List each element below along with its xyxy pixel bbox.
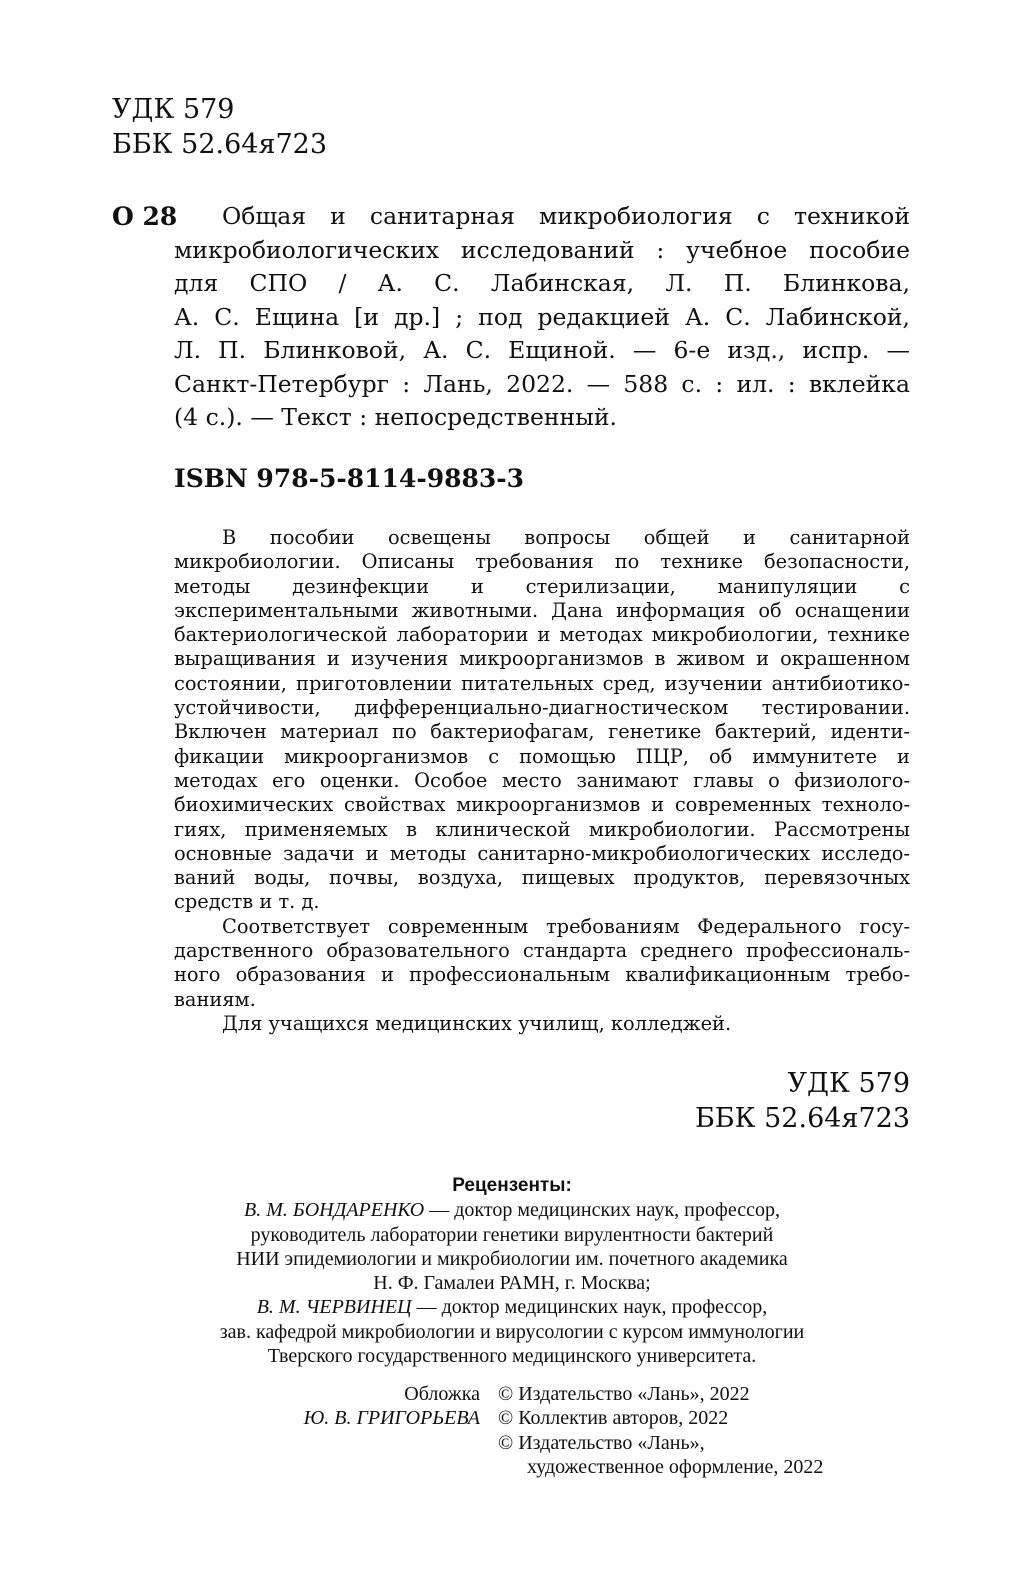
udk-code: УДК 579 — [787, 1068, 910, 1099]
reviewer-2 — [112, 1295, 912, 1319]
reviewer-1-line: НИИ эпидемиологии и микробиологии им. почетного академика — [236, 1247, 788, 1270]
annotation-line: выращивания и изучения микроорганизмов в живом и окрашенном — [174, 647, 910, 671]
copyright-block — [498, 1382, 823, 1479]
reviewer-1-line: руководитель лаборатории генетики вирулентности бактерий — [250, 1223, 774, 1246]
reviewers-heading: Рецензенты: — [452, 1175, 572, 1196]
annotation-line: микробиологии. Описаны требования по технике безопасности, — [174, 550, 910, 574]
annotation-line: методах его оценки. Особое место занимают главы о физиолого- — [174, 768, 910, 792]
entry-line: для СПО / А. С. Лабинская, Л. П. Блинкова, — [174, 269, 910, 297]
reviewer-title: — доктор медицинских наук, профессор, — [424, 1199, 780, 1222]
bbk-code: ББК 52.64я723 — [694, 1103, 910, 1134]
reviewers-block — [112, 1174, 912, 1368]
annotation-line: состоянии, приготовлении питательных сред, изучении антибиотико- — [174, 671, 910, 695]
annotation-line: основные задачи и методы санитарно-микробиологических исследо- — [174, 841, 910, 865]
cover-credit — [304, 1382, 480, 1431]
classification-bottom — [695, 1066, 910, 1136]
annotation-line: ваниям. — [174, 987, 256, 1011]
udk-code: УДК 579 — [112, 94, 235, 125]
entry-line: Санкт-Петербург : Лань, 2022. — 588 с. : ил. : вклейка — [174, 369, 910, 398]
annotation-line: бактериологической лаборатории и методах микробиологии, технике — [174, 623, 910, 647]
reviewer-1 — [112, 1198, 912, 1222]
annotation-line: фикации микроорганизмов с помощью ПЦР, об иммунитете и — [174, 744, 910, 768]
annotation-line: экспериментальными животными. Дана информация об оснащении — [174, 598, 910, 622]
cover-label: Обложка — [404, 1383, 480, 1405]
annotation-line: Включен материал по бактериофагам, генетике бактерий, иденти- — [174, 720, 910, 744]
entry-line: Общая и санитарная микробиология с техникой — [222, 202, 910, 230]
annotation-line: биохимических свойствах микроорганизмов и современных техноло- — [174, 793, 910, 817]
copyright-line: художественное оформление, 2022 — [527, 1455, 824, 1478]
annotation-line: средств и т. д. — [174, 890, 320, 914]
entry-line: (4 с.). — Текст : непосредственный. — [174, 403, 618, 431]
reviewer-name: В. М. ЧЕРВИНЕЦ — [256, 1296, 412, 1319]
copyright-line: © Издательство «Лань», — [498, 1431, 705, 1454]
entry-line: микробиологических исследований : учебное пособие — [174, 235, 910, 264]
annotation-line: гиях, применяемых в клинической микробиологии. Рассмотрены — [174, 817, 910, 841]
cover-artist: Ю. В. ГРИГОРЬЕВА — [303, 1407, 480, 1430]
author-sign-code: О 28 — [112, 202, 178, 231]
reviewer-2-line: зав. кафедрой микробиологии и вирусологии с курсом иммунологии — [219, 1320, 805, 1343]
annotation-line: устойчивости, дифференциально-диагностическом тестировании. — [174, 696, 910, 720]
annotation-line: дарственного образовательного стандарта среднего профессиональ- — [174, 939, 910, 963]
entry-line: Л. П. Блинковой, А. С. Ещиной. — 6-е изд., испр. — — [174, 336, 910, 364]
annotation-line: В пособии освещены вопросы общей и санитарной — [222, 526, 910, 549]
copyright-line: © Издательство «Лань», 2022 — [498, 1383, 750, 1405]
annotation-line: Для учащихся медицинских училищ, колледжей. — [222, 1011, 732, 1035]
annotation-line: ного образования и профессиональным квалификационным требо- — [174, 963, 910, 987]
copyright-line: © Коллектив авторов, 2022 — [498, 1407, 729, 1430]
reviewer-1-line: Н. Ф. Гамалеи РАМН, г. Москва; — [373, 1272, 651, 1295]
annotation-line: Соответствует современным требованиям Федерального госу- — [222, 914, 910, 938]
annotation-line: ваний воды, почвы, воздуха, пищевых продуктов, перевязочных — [174, 866, 910, 890]
annotation-line: методы дезинфекции и стерилизации, манипуляции с — [174, 574, 910, 598]
bibliographic-entry — [174, 200, 910, 435]
classification-top — [112, 92, 327, 162]
reviewer-name: В. М. БОНДАРЕНКО — [244, 1199, 425, 1222]
reviewer-2-line: Тверского государственного медицинского университета. — [267, 1345, 757, 1368]
isbn: ISBN 978-5-8114-9883-3 — [174, 464, 525, 493]
entry-line: А. С. Ещина [и др.] ; под редакцией А. С. Лабинской, — [174, 302, 910, 331]
annotation — [174, 526, 910, 1036]
bbk-code: ББК 52.64я723 — [112, 129, 328, 160]
reviewer-title: — доктор медицинских наук, профессор, — [411, 1296, 768, 1319]
